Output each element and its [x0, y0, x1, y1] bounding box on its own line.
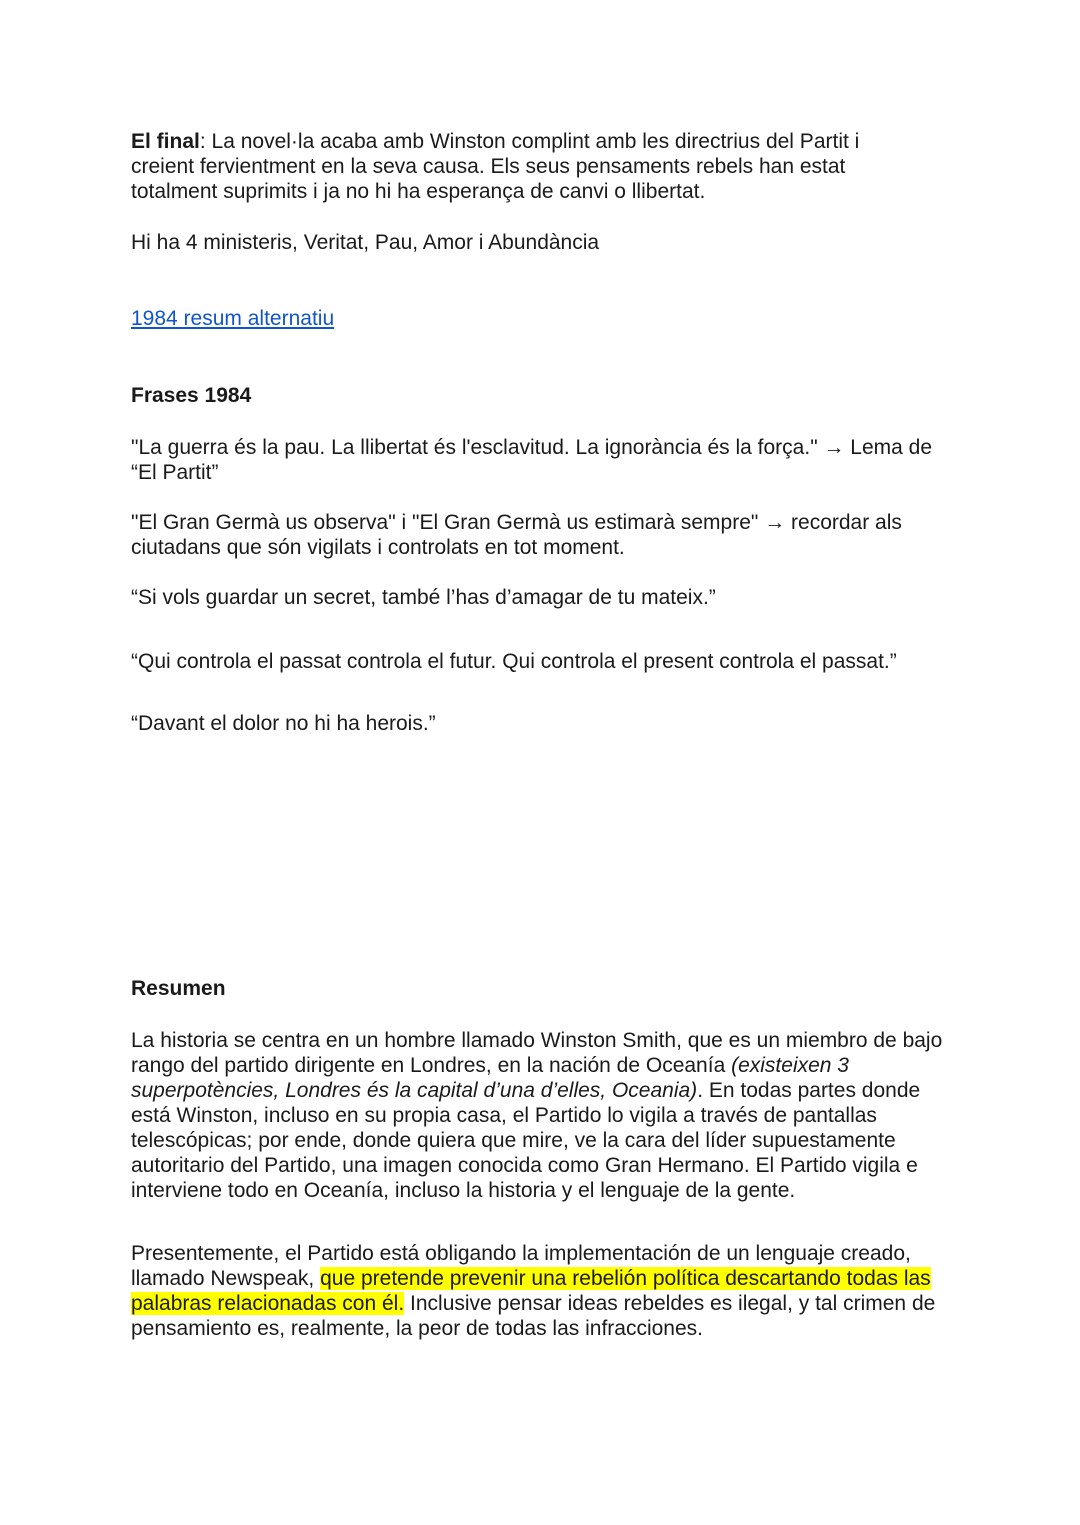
quote-3: “Si vols guardar un secret, també l’has d’amagar de tu mateix.”: [131, 586, 716, 609]
resumen-heading: Resumen: [131, 977, 226, 1000]
resumen-p2-start: Presentemente, el Partido está obligando la implementación de un lenguaje creado, llamado Newspeak,: [131, 1242, 911, 1290]
frases-heading: Frases 1984: [131, 384, 252, 407]
quote-2: "El Gran Germà us observa" i "El Gran Germà us estimarà sempre" → recordar als ciutadans que són vigilats i controlats en tot moment.: [131, 511, 902, 559]
final-text: La novel·la acaba amb Winston complint amb les directrius del Partit i creient fervientment en la seva causa. Els seus pensaments rebels han estat totalment suprimits i ja no hi ha esperança de canvi o llibertat.: [131, 130, 860, 203]
resumen-paragraph-1: [131, 1028, 956, 1203]
resumen-p1-italic: (existeixen 3 superpotències, Londres és la capital d’una d’elles, Oceania): [131, 1054, 849, 1102]
ministeris-line: Hi ha 4 ministeris, Veritat, Pau, Amor i Abundància: [131, 231, 600, 254]
resumen-paragraph-2: [131, 1241, 956, 1341]
final-separator: :: [199, 130, 212, 153]
resumen-p2-highlight: que pretende prevenir una rebelión política descartando todas las palabras relacionadas con él.: [131, 1267, 931, 1315]
quote-4: “Qui controla el passat controla el futur. Qui controla el present controla el passat.”: [131, 650, 897, 673]
resumen-p1-start: La historia se centra en un hombre llamado Winston Smith, que es un miembro de bajo rango del partido dirigente en Londres, en la nación de Oceanía: [131, 1029, 943, 1077]
resumen-p1-end: . En todas partes donde está Winston, incluso en su propia casa, el Partido lo vigila a través de pantallas telescópicas; por ende, donde quiera que mire, ve la cara del líder supuestamente autoritario del Partido, una imagen conocida como Gran Hermano. El Partido vigila e interviene todo en Oceanía, incluso la historia y el lenguaje de la gente.: [131, 1079, 921, 1202]
resumen-p2-end: Inclusive pensar ideas rebeldes es ilegal, y tal crimen de pensamiento es, realmente, la peor de todas las infracciones.: [131, 1292, 936, 1340]
quote-1: "La guerra és la pau. La llibertat és l'esclavitud. La ignorància és la força." → Lema de “El Partit”: [131, 436, 933, 484]
final-paragraph: [131, 129, 901, 204]
quote-5: “Davant el dolor no hi ha herois.”: [131, 712, 436, 735]
final-label: El final: [131, 130, 200, 153]
alt-summary-link[interactable]: 1984 resum alternatiu: [131, 307, 335, 330]
